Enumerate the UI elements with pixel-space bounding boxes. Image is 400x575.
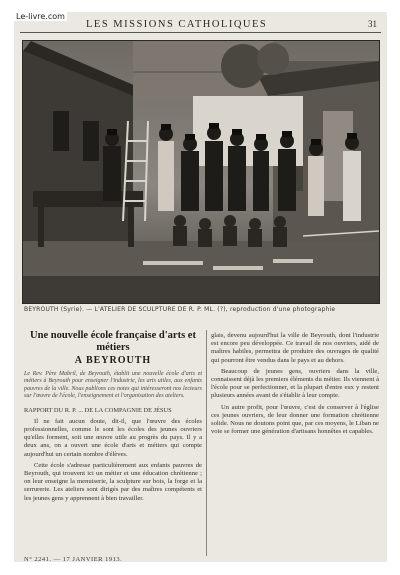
header-rule xyxy=(20,32,381,33)
column-divider xyxy=(206,330,207,556)
paragraph: glais, devenu aujourd'hui la ville de Beyrouth, dont l'industrie est encore peu développée. Ce travail de nos ouvriers, aidé de maîtres habiles, permettra de produire des ouvrages de qualité qui pourront être vendus dans le pays et au dehors. xyxy=(211,332,379,364)
page-number: 31 xyxy=(368,19,377,29)
article-title: Une nouvelle école française d'arts et métiers xyxy=(30,330,196,353)
article-subtitle: A BEYROUTH xyxy=(74,355,152,366)
watermark-label: Le-livre.com xyxy=(16,12,65,21)
paragraph: Il ne fait aucun doute, dit-il, que l'œuvre des écoles professionnelles, comme le sont les écoles des jeunes ouvriers qu'elles forment, soit une œuvre utile au progrès du pays. Il y a deux ans, on a ouvert une école d'arts et métiers qui compte aujourd'hui un certain nombre d'élèves. xyxy=(24,417,202,458)
paragraph: Un autre profit, pour l'œuvre, c'est de conserver à l'église ces jeunes ouvriers, de leur donner une formation chrétienne solide. Nous ne doutons point que, par ces moyens, le Liban ne voie se former une génération d'artisans honnêtes et capables. xyxy=(211,403,379,436)
article-lead: Le Rev. Père Mabril, de Beyrouth, établit une nouvelle école d'arts et métiers à Beyrouth pour enseigner l'industrie, les arts utiles, aux enfants pauvres de la ville. Nous publions ces notes qui intéresseront nos lecteurs sur l'œuvre de l'école, l'enseignement et l'organisation des ateliers. xyxy=(24,371,202,400)
workshop-photo xyxy=(22,40,380,304)
section-heading: RAPPORT DU R. P. ... DE LA COMPAGNIE DE JÉSUS xyxy=(24,406,172,414)
newspaper-page xyxy=(14,12,387,562)
issue-footer: N° 2241. — 17 JANVIER 1913. xyxy=(24,556,123,562)
photo-caption: BEYROUTH (Syrie). — L'ATELIER DE SCULPTURE DE R. P. ML. (?), reproduction d'une photographie xyxy=(24,306,336,313)
photo-illustration xyxy=(23,41,379,303)
running-title: LES MISSIONS CATHOLIQUES xyxy=(86,19,268,30)
article-left-column xyxy=(24,330,202,506)
paragraph: Beaucoup de jeunes gens, ouvriers dans la ville, connaissent déjà les premiers éléments du métier. Ils viennent à l'école pour se perfectionner, et la plupart d'entre eux y restent plusieurs années avant de s'établir à leur compte. xyxy=(211,367,379,400)
article-right-column xyxy=(211,332,379,439)
paragraph: Cette école s'adresse particulièrement aux enfants pauvres de Beyrouth, qui trouvent ici un métier et une éducation chrétienne ; on leur enseigne la menuiserie, la sculpture sur bois, la forge et la serrurerie. Les ateliers sont dirigés par des maîtres compétents et les jeunes gens y apprennent à bien travailler. xyxy=(24,461,202,502)
